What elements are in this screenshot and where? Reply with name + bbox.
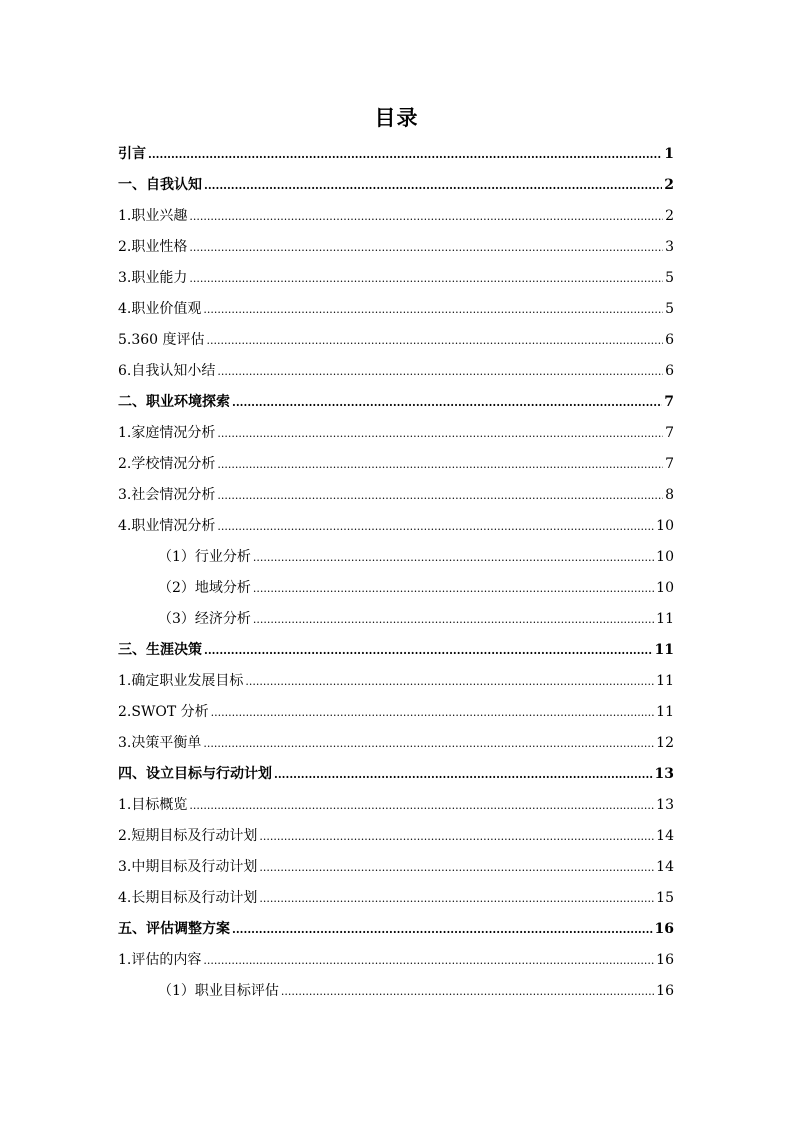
- toc-dot-leader: [148, 139, 662, 170]
- toc-dot-leader: [253, 573, 654, 604]
- toc-dot-leader: [259, 821, 654, 852]
- toc-dot-leader: [203, 728, 654, 759]
- toc-entry-page: 13: [654, 766, 674, 782]
- toc-entry-label: （2）地域分析: [158, 580, 251, 596]
- toc-entry-page: 11: [656, 704, 674, 720]
- toc-dot-leader: [232, 387, 662, 418]
- toc-entry-label: 3.中期目标及行动计划: [118, 859, 258, 875]
- toc-entry[interactable]: [118, 418, 674, 449]
- toc-entry-page: 14: [656, 859, 674, 875]
- toc-entry-label: 1.职业兴趣: [118, 208, 188, 224]
- toc-entry-page: 10: [656, 549, 674, 565]
- toc-entry[interactable]: [118, 635, 674, 666]
- toc-dot-leader: [253, 604, 654, 635]
- toc-entry-label: 4.职业情况分析: [118, 518, 216, 534]
- toc-dot-leader: [217, 449, 663, 480]
- toc-entry-page: 5: [665, 301, 674, 317]
- toc-dot-leader: [245, 666, 654, 697]
- toc-entry[interactable]: [118, 294, 674, 325]
- toc-entry-page: 2: [664, 177, 674, 193]
- toc-entry-page: 5: [665, 270, 674, 286]
- toc-entry-label: 1.确定职业发展目标: [118, 673, 244, 689]
- toc-entry-label: 4.职业价值观: [118, 301, 202, 317]
- toc-entry[interactable]: [118, 666, 674, 697]
- toc-entry-label: 6.自我认知小结: [118, 363, 216, 379]
- toc-entry-page: 7: [665, 456, 674, 472]
- toc-entry[interactable]: [118, 201, 674, 232]
- toc-entry[interactable]: [118, 759, 674, 790]
- toc-entry[interactable]: [118, 325, 674, 356]
- toc-entry-page: 7: [664, 394, 674, 410]
- toc-entry[interactable]: [118, 604, 674, 635]
- toc-entry[interactable]: [118, 728, 674, 759]
- toc-entry-page: 15: [656, 890, 674, 906]
- toc-entry[interactable]: [118, 511, 674, 542]
- toc-entry[interactable]: [118, 573, 674, 604]
- toc-dot-leader: [217, 480, 663, 511]
- toc-dot-leader: [259, 883, 654, 914]
- toc-entry-page: 16: [654, 921, 674, 937]
- toc-entry-label: 三、生涯决策: [118, 642, 202, 658]
- toc-entry[interactable]: [118, 542, 674, 573]
- toc-entry-label: 1.目标概览: [118, 797, 188, 813]
- toc-entry-page: 16: [656, 952, 674, 968]
- toc-entry[interactable]: [118, 852, 674, 883]
- toc-entry-label: 2.职业性格: [118, 239, 188, 255]
- toc-entry-label: 3.决策平衡单: [118, 735, 202, 751]
- toc-entry-label: 3.社会情况分析: [118, 487, 216, 503]
- toc-entry[interactable]: [118, 480, 674, 511]
- toc-dot-leader: [232, 914, 653, 945]
- toc-entry-label: 1.评估的内容: [118, 952, 202, 968]
- toc-entry-page: 13: [656, 797, 674, 813]
- toc-entry[interactable]: [118, 945, 674, 976]
- toc-entry-page: 7: [665, 425, 674, 441]
- toc-entry[interactable]: [118, 697, 674, 728]
- toc-entry-page: 6: [665, 363, 674, 379]
- toc-entry-label: 五、评估调整方案: [118, 921, 230, 937]
- toc-dot-leader: [203, 294, 663, 325]
- toc-entry[interactable]: [118, 170, 674, 201]
- toc-entry[interactable]: [118, 821, 674, 852]
- toc-entry-page: 11: [654, 642, 674, 658]
- toc-entry[interactable]: [118, 914, 674, 945]
- toc-dot-leader: [217, 418, 663, 449]
- toc-entry[interactable]: [118, 883, 674, 914]
- toc-entry-label: 2.SWOT 分析: [118, 704, 209, 720]
- toc-dot-leader: [189, 263, 663, 294]
- toc-dot-leader: [259, 852, 654, 883]
- toc-entry-page: 1: [664, 146, 674, 162]
- toc-entry-label: 3.职业能力: [118, 270, 188, 286]
- toc-entry-page: 3: [665, 239, 674, 255]
- toc-entry-label: 二、职业环境探索: [118, 394, 230, 410]
- toc-entry-label: 一、自我认知: [118, 177, 202, 193]
- toc-list: [118, 139, 674, 1007]
- toc-dot-leader: [204, 170, 662, 201]
- toc-entry-page: 16: [656, 983, 674, 999]
- toc-dot-leader: [281, 976, 654, 1007]
- toc-entry-label: 引言: [118, 146, 146, 162]
- toc-entry[interactable]: [118, 976, 674, 1007]
- toc-entry-label: （3）经济分析: [158, 611, 251, 627]
- toc-entry-label: 4.长期目标及行动计划: [118, 890, 258, 906]
- toc-entry-label: 2.学校情况分析: [118, 456, 216, 472]
- toc-dot-leader: [211, 697, 655, 728]
- toc-entry-label: 5.360 度评估: [118, 332, 205, 348]
- toc-dot-leader: [274, 759, 653, 790]
- toc-dot-leader: [207, 325, 664, 356]
- toc-entry[interactable]: [118, 449, 674, 480]
- toc-dot-leader: [217, 511, 654, 542]
- toc-entry-page: 12: [656, 735, 674, 751]
- toc-entry-page: 10: [656, 518, 674, 534]
- toc-dot-leader: [203, 945, 654, 976]
- toc-entry-label: （1）行业分析: [158, 549, 251, 565]
- toc-entry[interactable]: [118, 356, 674, 387]
- toc-dot-leader: [189, 790, 654, 821]
- toc-entry-page: 2: [665, 208, 674, 224]
- toc-entry-page: 8: [665, 487, 674, 503]
- toc-entry-page: 11: [656, 611, 674, 627]
- toc-entry[interactable]: [118, 263, 674, 294]
- toc-entry-page: 10: [656, 580, 674, 596]
- toc-entry[interactable]: [118, 387, 674, 418]
- toc-entry-label: 四、设立目标与行动计划: [118, 766, 272, 782]
- toc-entry-page: 14: [656, 828, 674, 844]
- toc-entry[interactable]: [118, 232, 674, 263]
- toc-entry-label: 2.短期目标及行动计划: [118, 828, 258, 844]
- toc-dot-leader: [189, 201, 663, 232]
- toc-dot-leader: [204, 635, 653, 666]
- toc-entry-label: （1）职业目标评估: [158, 983, 279, 999]
- toc-dot-leader: [217, 356, 663, 387]
- toc-entry-label: 1.家庭情况分析: [118, 425, 216, 441]
- toc-entry-page: 11: [656, 673, 674, 689]
- toc-dot-leader: [189, 232, 663, 263]
- toc-title: 目录: [374, 105, 419, 130]
- toc-entry[interactable]: [118, 790, 674, 821]
- toc-dot-leader: [253, 542, 654, 573]
- toc-entry-page: 6: [665, 332, 674, 348]
- toc-entry[interactable]: [118, 139, 674, 170]
